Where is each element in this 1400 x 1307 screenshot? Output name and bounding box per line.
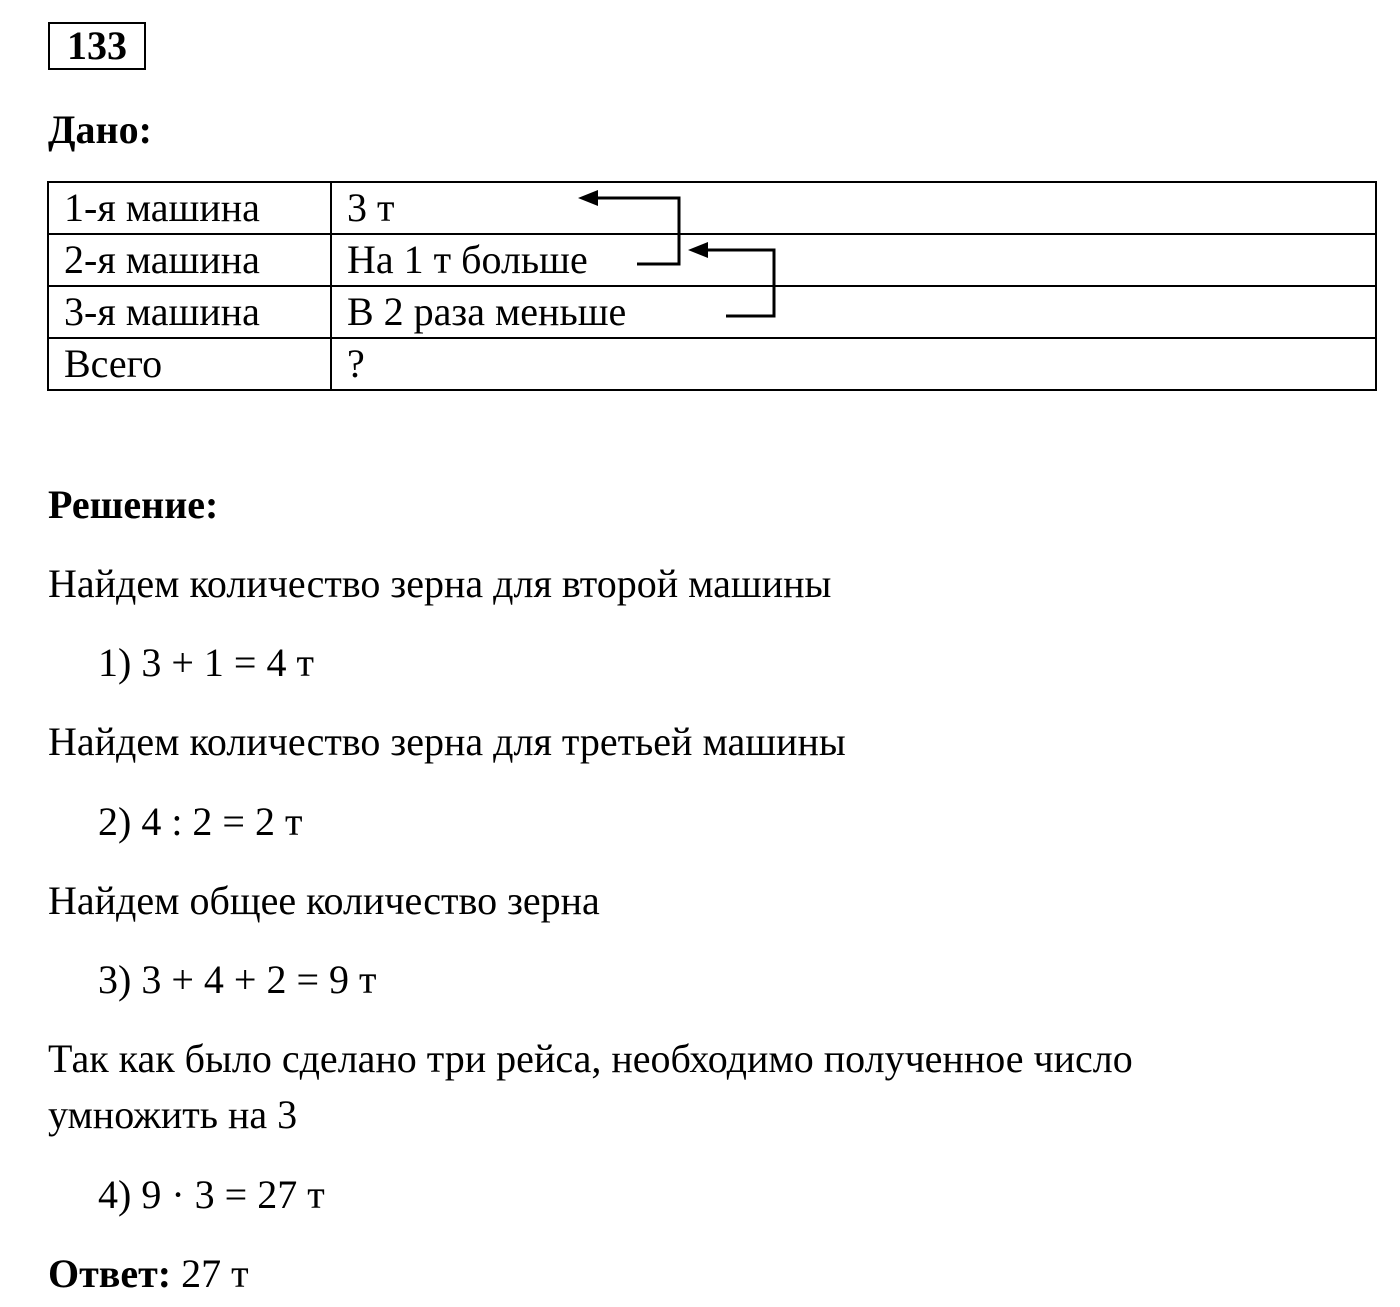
row-label: 1-я машина xyxy=(48,182,331,234)
row-value: ? xyxy=(331,338,1376,390)
problem-number: 133 xyxy=(48,22,146,70)
step-formula: 1) 3 + 1 = 4 т xyxy=(98,640,314,685)
row-label: 2-я машина xyxy=(48,234,331,286)
table-row xyxy=(48,234,1376,286)
table-row xyxy=(48,182,1376,234)
row-label: Всего xyxy=(48,338,331,390)
step-text: Найдем количество зерна для второй машины xyxy=(48,561,832,606)
step-formula: 3) 3 + 4 + 2 = 9 т xyxy=(98,957,377,1002)
row-label: 3-я машина xyxy=(48,286,331,338)
solution-heading: Решение: xyxy=(48,482,219,527)
table-row xyxy=(48,338,1376,390)
step-text: Найдем общее количество зерна xyxy=(48,878,600,923)
row-value: На 1 т больше xyxy=(331,234,1376,286)
answer-line xyxy=(48,1250,249,1298)
row-value: 3 т xyxy=(331,182,1376,234)
step-text: Найдем количество зерна для третьей машины xyxy=(48,719,846,764)
step-text-line2: умножить на 3 xyxy=(48,1092,298,1137)
given-table xyxy=(47,181,1377,391)
table-row xyxy=(48,286,1376,338)
step-formula: 2) 4 : 2 = 2 т xyxy=(98,799,303,844)
step-text-line1: Так как было сделано три рейса, необходимо полученное число xyxy=(48,1036,1133,1081)
step-formula: 4) 9 · 3 = 27 т xyxy=(98,1172,325,1217)
answer-value: 27 т xyxy=(171,1251,249,1296)
given-heading: Дано: xyxy=(48,107,152,152)
answer-label: Ответ: xyxy=(48,1251,172,1296)
row-value: В 2 раза меньше xyxy=(331,286,1376,338)
